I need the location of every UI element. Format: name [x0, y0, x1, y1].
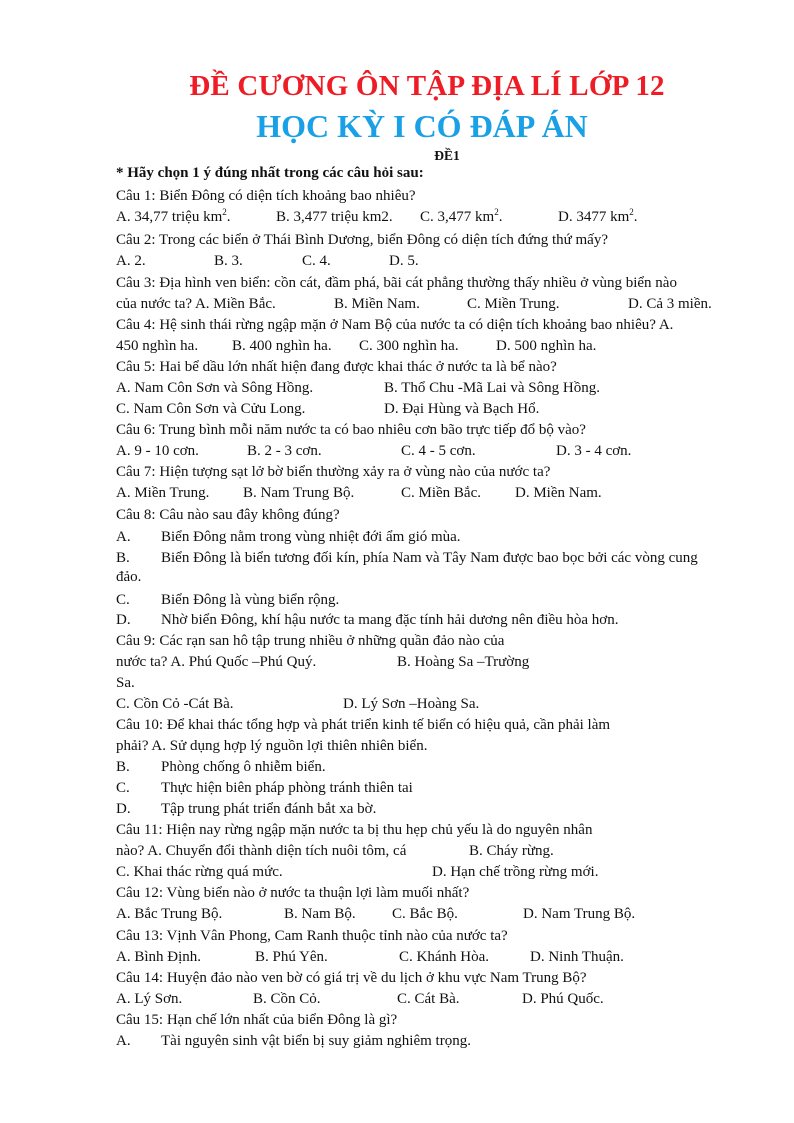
option-b: B. Nam Bộ. [284, 906, 356, 922]
option-c: C. Cồn Cỏ -Cát Bà. [116, 696, 234, 712]
option-a: A. Miền Trung. [116, 485, 210, 501]
instruction: * Hãy chọn 1 ý đúng nhất trong các câu hỏi sau: [116, 165, 424, 181]
question-8-option-a [0, 527, 794, 547]
question-5: Câu 5: Hai bể dầu lớn nhất hiện đang được khai thác ở nước ta là bể nào? [116, 359, 557, 375]
option-b: B. 400 nghìn ha. [232, 338, 332, 354]
option-a: nước ta? A. Phú Quốc –Phú Quý. [116, 654, 317, 670]
option-a: A. Nam Côn Sơn và Sông Hồng. [116, 380, 314, 396]
option-label: C. [116, 592, 130, 608]
question-14: Câu 14: Huyện đảo nào ven bờ có giá trị về du lịch ở khu vực Nam Trung Bộ? [116, 970, 587, 986]
question-14-options [0, 989, 794, 1009]
question-9-options-2 [0, 694, 794, 714]
question-8-option-b [0, 548, 794, 568]
option-b: B. 3. [214, 253, 243, 269]
option-b: B. Nam Trung Bộ. [243, 485, 355, 501]
option-d: D. 500 nghìn ha. [496, 338, 597, 354]
option-a: nào? A. Chuyển đổi thành diện tích nuôi tôm, cá [116, 843, 407, 859]
option-b: B. Miền Nam. [334, 296, 420, 312]
option-d: D. Hạn chế trồng rừng mới. [432, 864, 599, 880]
question-15-option-a [0, 1031, 794, 1051]
option-text: Tập trung phát triển đánh bắt xa bờ. [161, 801, 377, 817]
option-c: C. Nam Côn Sơn và Cửu Long. [116, 401, 306, 417]
question-10: Câu 10: Để khai thác tổng hợp và phát triển kinh tế biển có hiệu quả, cần phải làm [116, 717, 611, 733]
option-c: C. Cát Bà. [397, 991, 460, 1007]
option-label: B. [116, 550, 130, 566]
exam-label: ĐỀ1 [434, 148, 460, 163]
option-b: B. Cháy rừng. [469, 843, 554, 859]
option-c: C. Khai thác rừng quá mức. [116, 864, 283, 880]
option-a: 450 nghìn ha. [116, 338, 199, 354]
question-1: Câu 1: Biển Đông có diện tích khoảng bao nhiêu? [116, 188, 416, 204]
question-10-option-b [0, 757, 794, 777]
option-d: D. Đại Hùng và Bạch Hổ. [384, 401, 540, 417]
option-c: C. Bắc Bộ. [392, 906, 458, 922]
option-c: C. 3,477 $km^2$. [420, 207, 503, 225]
option-label: B. [116, 759, 130, 775]
option-a: A. 9 - 10 cơn. [116, 443, 199, 459]
option-c: C. 300 nghìn ha. [359, 338, 459, 354]
option-label: D. [116, 612, 131, 628]
question-3: Câu 3: Địa hình ven biển: cồn cát, đầm phá, bãi cát phẳng thường thấy nhiều ở vùng biển nào [116, 275, 677, 291]
question-12: Câu 12: Vùng biển nào ở nước ta thuận lợi làm muối nhất? [116, 885, 470, 901]
option-text: Biển Đông là biển tương đối kín, phía Nam và Tây Nam được bao bọc bởi các vòng cung [161, 550, 698, 566]
option-label: A. [116, 1033, 131, 1049]
question-3-options [0, 294, 794, 314]
option-d: D. Cả 3 miền. [628, 296, 712, 312]
option-b: B. Cồn Cỏ. [253, 991, 321, 1007]
question-8-option-b-cont: đảo. [116, 569, 142, 585]
option-b: B. 3,477 triệu km2. [276, 209, 393, 225]
option-label: D. [116, 801, 131, 817]
question-2: Câu 2: Trong các biển ở Thái Bình Dương, biển Đông có diện tích đứng thứ mấy? [116, 232, 608, 248]
question-10-option-c [0, 778, 794, 798]
question-12-options [0, 904, 794, 924]
question-8: Câu 8: Câu nào sau đây không đúng? [116, 507, 340, 523]
option-text: Phòng chống ô nhiễm biển. [161, 759, 326, 775]
option-d: D. Lý Sơn –Hoàng Sa. [343, 696, 480, 712]
option-d: D. Ninh Thuận. [530, 949, 624, 965]
question-11: Câu 11: Hiện nay rừng ngập mặn nước ta bị thu hẹp chủ yếu là do nguyên nhân [116, 822, 593, 838]
option-label: A. [116, 529, 131, 545]
option-d: D. Nam Trung Bộ. [523, 906, 636, 922]
question-11-options-2 [0, 862, 794, 882]
document-title: ĐỀ CƯƠNG ÔN TẬP ĐỊA LÍ LỚP 12 [189, 70, 665, 102]
question-9: Câu 9: Các rạn san hô tập trung nhiều ở những quần đảo nào của [116, 633, 505, 649]
question-7-options [0, 483, 794, 503]
option-c: C. Khánh Hòa. [399, 949, 489, 965]
document-subtitle: HỌC KỲ I CÓ ĐÁP ÁN [256, 108, 588, 144]
option-d: D. Miền Nam. [515, 485, 602, 501]
option-d: D. 5. [389, 253, 419, 269]
option-text: Nhờ biển Đông, khí hậu nước ta mang đặc tính hải dương nên điều hòa hơn. [161, 612, 619, 628]
question-11-options-1 [0, 841, 794, 861]
question-1-options [0, 207, 794, 227]
question-5-options-2 [0, 399, 794, 419]
option-a: của nước ta? A. Miền Bắc. [116, 296, 276, 312]
option-d: D. Phú Quốc. [522, 991, 604, 1007]
option-a: A. 34,77 triệu $km^2$. [116, 207, 231, 225]
option-b: B. Phú Yên. [255, 949, 328, 965]
option-a: A. Bình Định. [116, 949, 202, 965]
question-4-options [0, 336, 794, 356]
question-10-option-a: phải? A. Sử dụng hợp lý nguồn lợi thiên nhiên biển. [116, 738, 428, 754]
question-9-options-1 [0, 652, 794, 672]
option-a: A. Bắc Trung Bộ. [116, 906, 223, 922]
option-c: C. 4 - 5 cơn. [401, 443, 476, 459]
option-b: B. Hoàng Sa –Trường [397, 654, 530, 670]
option-d: D. 3477 $km^2$. [558, 207, 638, 225]
option-c: C. 4. [302, 253, 331, 269]
question-7: Câu 7: Hiện tượng sạt lở bờ biển thường xảy ra ở vùng nào của nước ta? [116, 464, 551, 480]
option-a: A. Lý Sơn. [116, 991, 183, 1007]
question-13: Câu 13: Vịnh Vân Phong, Cam Ranh thuộc tỉnh nào của nước ta? [116, 928, 508, 944]
option-c: C. Miền Bắc. [401, 485, 481, 501]
option-text: Tài nguyên sinh vật biển bị suy giảm nghiêm trọng. [161, 1033, 471, 1049]
option-a: A. 2. [116, 253, 146, 269]
question-9-option-b-cont: Sa. [116, 675, 135, 691]
option-text: Biển Đông nằm trong vùng nhiệt đới ẩm gió mùa. [161, 529, 461, 545]
question-15: Câu 15: Hạn chế lớn nhất của biển Đông là gì? [116, 1012, 398, 1028]
question-13-options [0, 947, 794, 967]
option-text: Thực hiện biên pháp phòng tránh thiên tai [161, 780, 413, 796]
option-d: D. 3 - 4 cơn. [556, 443, 632, 459]
question-6-options [0, 441, 794, 461]
question-8-option-d [0, 610, 794, 630]
option-b: B. Thổ Chu -Mã Lai và Sông Hồng. [384, 380, 600, 396]
option-text: Biển Đông là vùng biển rộng. [161, 592, 340, 608]
question-4: Câu 4: Hệ sinh thái rừng ngập mặn ở Nam Bộ của nước ta có diện tích khoảng bao nhiêu? A. [116, 317, 674, 333]
question-2-options [0, 251, 794, 271]
option-c: C. Miền Trung. [467, 296, 560, 312]
question-5-options-1 [0, 378, 794, 398]
question-10-option-d [0, 799, 794, 819]
question-8-option-c [0, 590, 794, 610]
option-label: C. [116, 780, 130, 796]
question-6: Câu 6: Trung bình mỗi năm nước ta có bao nhiêu cơn bão trực tiếp đổ bộ vào? [116, 422, 586, 438]
option-b: B. 2 - 3 cơn. [247, 443, 322, 459]
